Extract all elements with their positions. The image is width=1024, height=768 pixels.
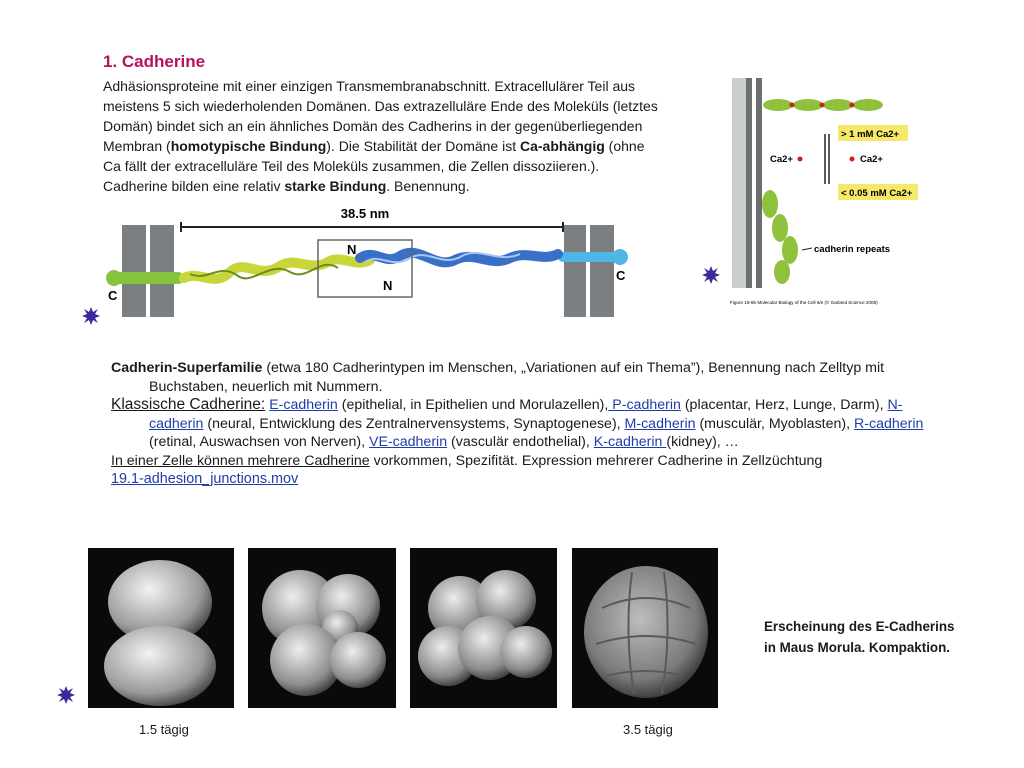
green-transmembrane (114, 272, 184, 284)
starburst-icon (57, 686, 75, 704)
starburst-icon (82, 307, 100, 325)
multiple-cadherins-text: vorkommen, Spezifität. Expression mehrerer Cadherine in Zellzüchtung (369, 452, 823, 469)
cadherin-structure-figure (80, 200, 640, 330)
right-membrane-b (590, 225, 614, 317)
morula-photo-3 (410, 548, 557, 708)
high-calcium-label: > 1 mM Ca2+ (841, 129, 900, 140)
age-label-right: 3.5 tägig (623, 722, 673, 737)
multiple-cadherins-paragraph (111, 452, 951, 471)
c-terminus-label-left: C (108, 288, 118, 303)
intro-text-1: Adhäsionsproteine mit einer einzigen Transmembranabschnitt. Extracellulärer Teil aus meistens 5 sich wiederholenden Domänen. Das extrazelluläre Ende des Moleküls (letztes Domän) bindet sich an ein ähnliches Domän des Cadherins in der gegenüberliegenden Membran ( (103, 78, 658, 154)
superfamily-text: (etwa 180 Cadherintypen im Menschen, „Variationen auf ein Thema”), Benennung nach Zelltyp mit Buchstaben, neuerlich mit Nummern. (149, 360, 885, 395)
e-cadherin-text: (epithelial, in Epithelien und Morulazellen), (337, 397, 609, 413)
left-membrane-a (122, 225, 146, 317)
k-cadherin-text: (kidney), … (666, 434, 739, 450)
morula-photo-1 (88, 548, 234, 708)
n-terminus-label-bottom: N (383, 278, 393, 293)
intro-text-2: ). Die Stabilität der Domäne ist (326, 138, 520, 154)
e-cadherin-link[interactable]: E-cadherin (269, 397, 338, 413)
n-cadherin-link[interactable]: N-cadherin (149, 397, 903, 432)
ve-cadherin-link[interactable]: VE-cadherin (369, 434, 448, 450)
figure-credit: Figure 19-9b Molecular Biology of the Cell 5/e (© Garland Science 2008) (730, 300, 878, 305)
intro-text-3: (ohne Ca fällt der extracelluläre Teil des Moleküls zusammen, die Zellen dissoziieren.). Cadherine bilden eine relativ (103, 138, 645, 194)
classic-heading: Klassische Cadherine: (111, 396, 266, 413)
calcium-right-label: Ca2+ (860, 154, 883, 165)
r-cadherin-link[interactable]: R-cadherin (854, 415, 924, 432)
morula-photo-2 (248, 548, 396, 708)
starburst-icon (702, 266, 720, 284)
movie-link[interactable]: 19.1-adhesion_junctions.mov (111, 471, 299, 487)
calcium-left-label: Ca2+ (770, 154, 793, 165)
intro-paragraph (103, 76, 663, 196)
m-cadherin-text: (musculär, Myoblasten), (695, 415, 854, 432)
caption-line-1: Erscheinung des E-Cadherins (764, 619, 955, 634)
superfamily-heading: Cadherin-Superfamilie (111, 360, 263, 376)
k-cadherin-link[interactable]: K-cadherin (593, 434, 667, 450)
r-cadherin-text: (retinal, Auswachsen von Nerven), (149, 434, 370, 450)
superfamily-paragraph (111, 359, 951, 396)
age-label-left: 1.5 tägig (139, 722, 189, 737)
n-cadherin-text: (neural, Entwicklung des Zentralnervensystems, Synaptogenese), (203, 415, 625, 432)
m-cadherin-link[interactable]: M-cadherin (624, 415, 696, 432)
low-calcium-label: < 0.05 mM Ca2+ (841, 188, 913, 199)
p-cadherin-link[interactable]: P-cadherin (608, 397, 681, 413)
right-membrane-a (564, 225, 586, 317)
intro-bold-homotypic: homotypische Bindung (170, 138, 327, 154)
cadherin-text-block (111, 359, 951, 489)
left-membrane-b (150, 225, 174, 317)
c-terminus-label-right: C (616, 268, 626, 283)
intro-text-4: . Benennung. (386, 178, 470, 194)
cadherin-collapsed (762, 190, 798, 284)
blue-transmembrane (558, 252, 618, 262)
figure-caption (764, 616, 955, 658)
classic-cadherins-paragraph (111, 396, 951, 452)
multiple-cadherins-underlined: In einer Zelle können mehrere Cadherine (111, 452, 370, 469)
intro-bold-ca: Ca-abhängig (520, 138, 605, 154)
p-cadherin-text: (placentar, Herz, Lunge, Darm), (680, 397, 888, 413)
binding-region-box (318, 240, 412, 297)
calcium-dependence-figure (728, 78, 928, 308)
length-label: 38.5 nm (340, 206, 390, 221)
morula-photo-4 (572, 548, 718, 708)
n-terminus-label-top: N (347, 242, 357, 257)
cadherin-extended (763, 99, 883, 111)
intro-bold-strong: starke Bindung (284, 178, 387, 194)
ve-cadherin-text: (vasculär endothelial), (447, 434, 594, 450)
page-title: 1. Cadherine (103, 52, 206, 71)
caption-line-2: in Maus Morula. Kompaktion. (764, 640, 950, 655)
cadherin-repeats-label: cadherin repeats (814, 244, 891, 255)
